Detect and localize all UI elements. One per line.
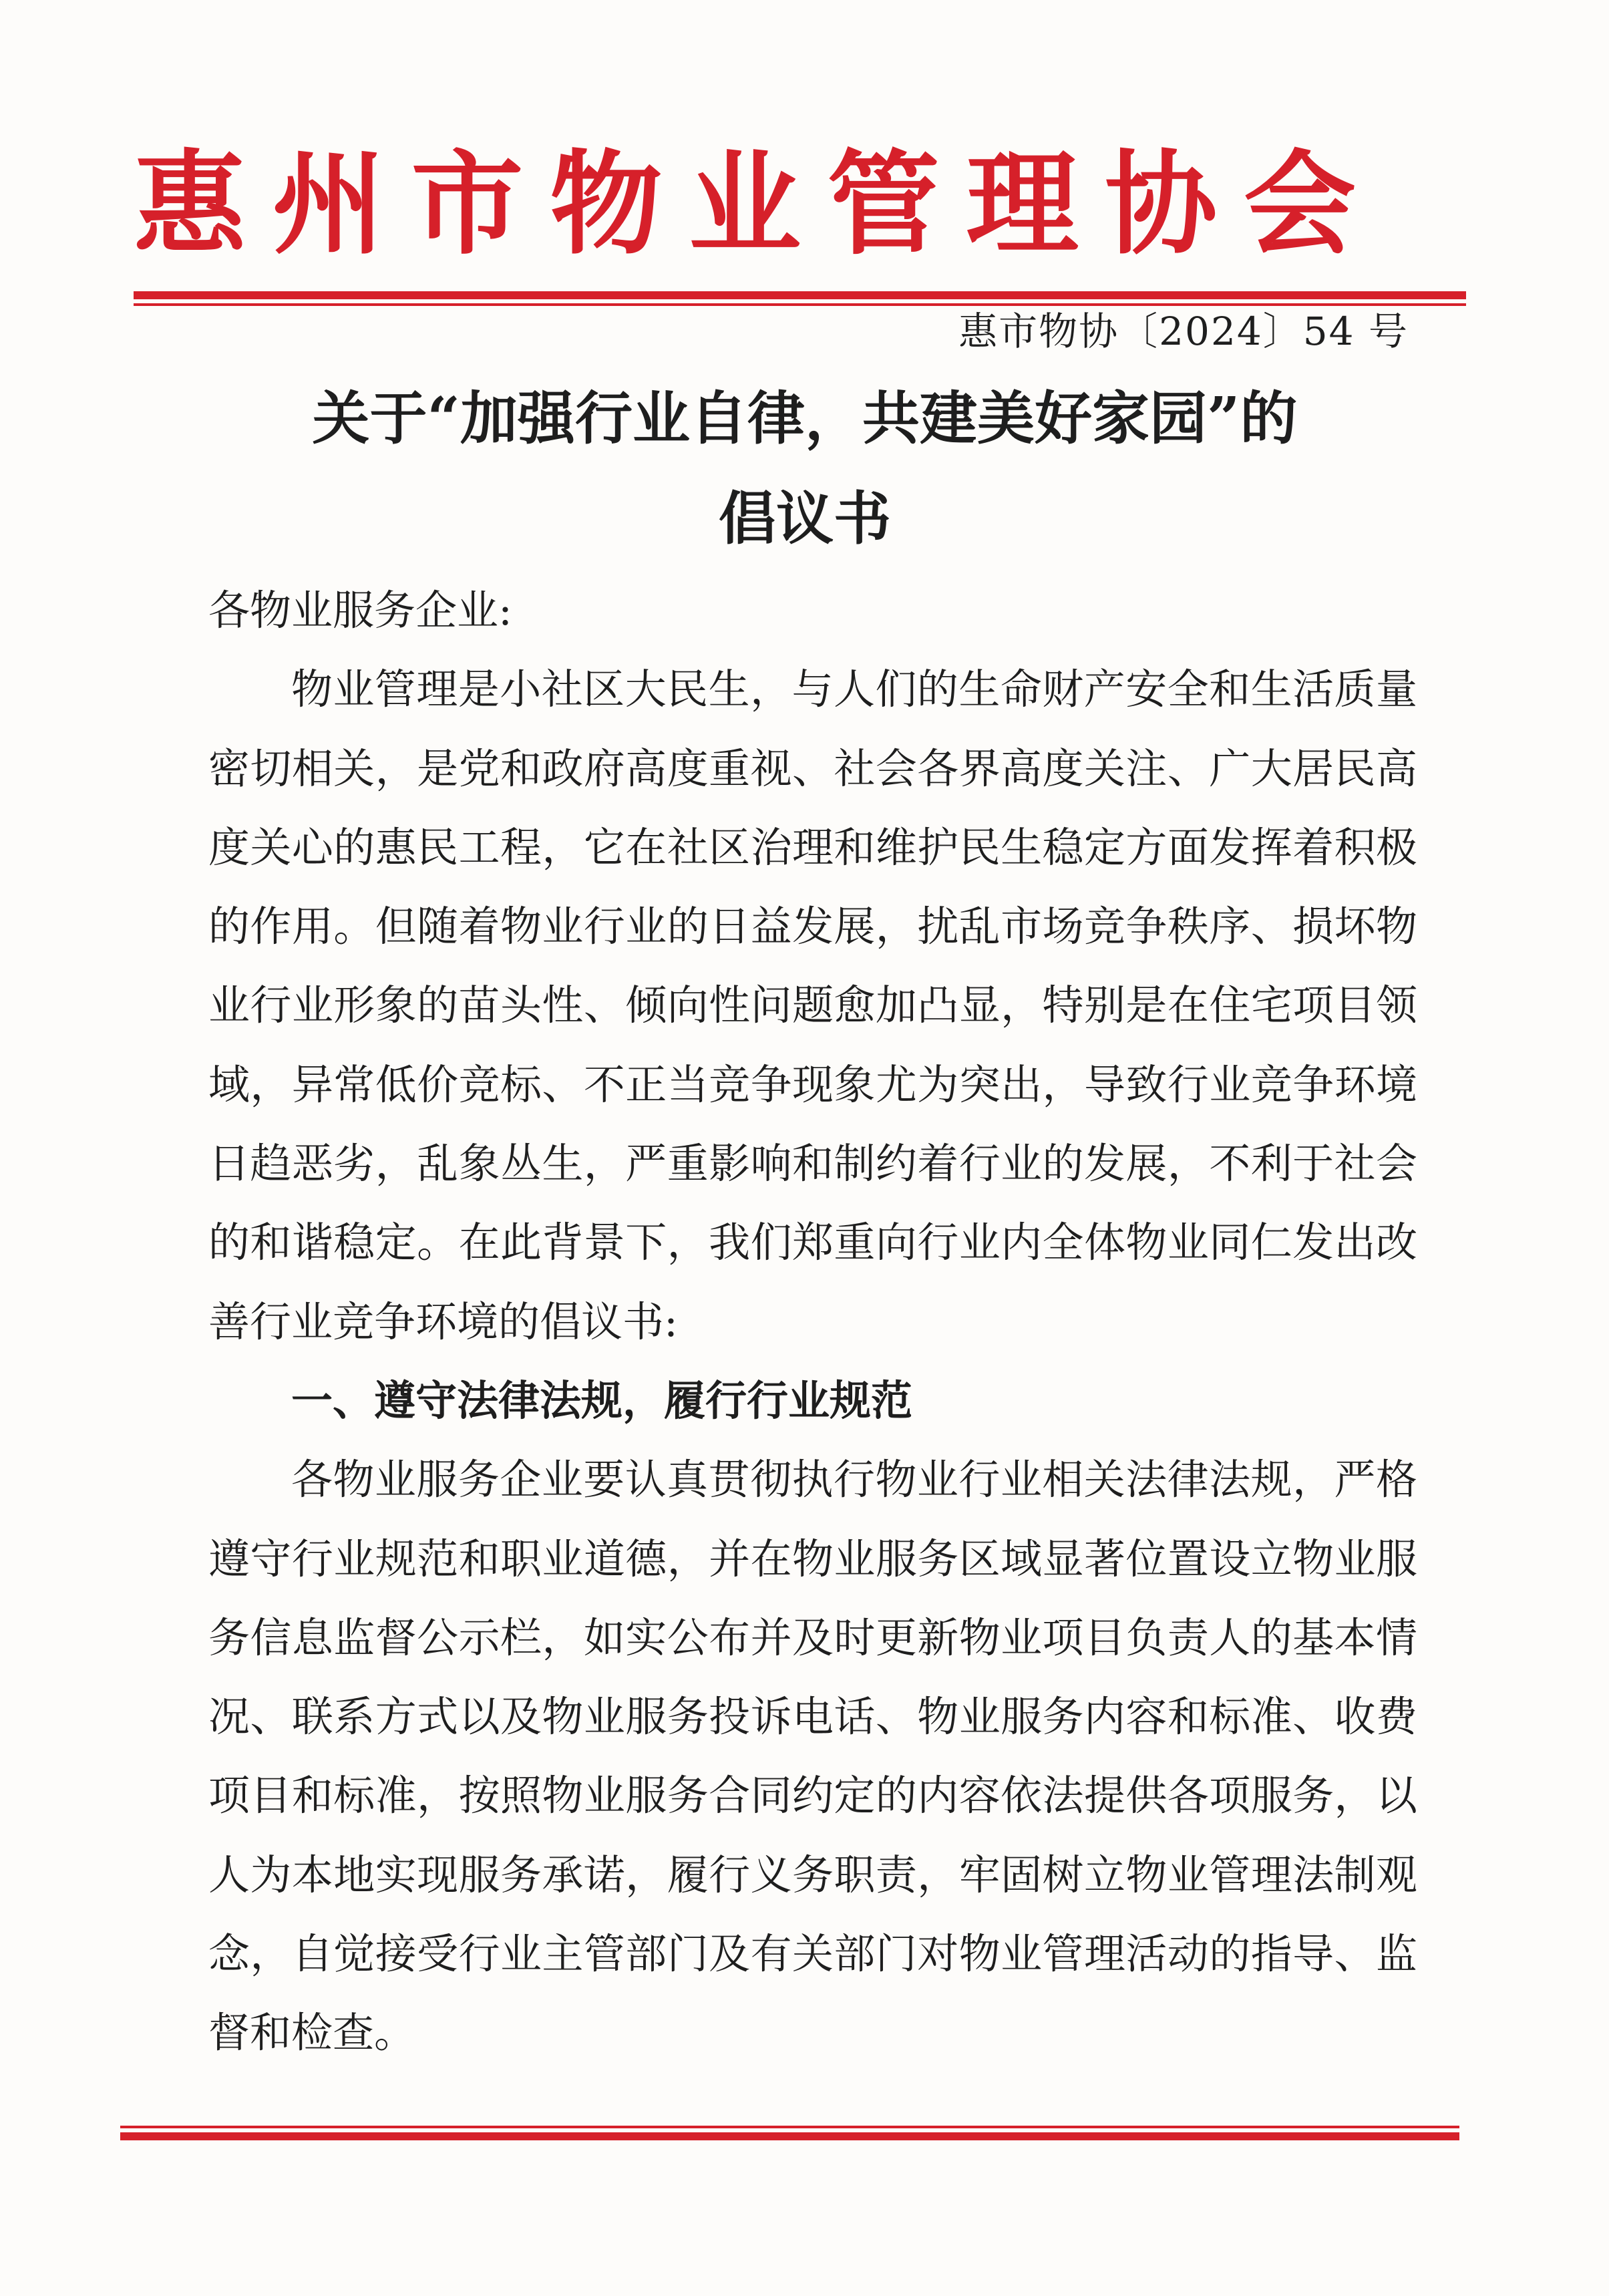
- header-rule-thin: [134, 303, 1466, 306]
- footer-rule-thick: [120, 2132, 1459, 2140]
- organization-name: [134, 127, 1356, 281]
- org-name-char: 管: [827, 138, 940, 270]
- salutation: 各物业服务企业:: [208, 586, 512, 635]
- document-title-line-1: 关于“加强行业自律，共建美好家园”的: [312, 385, 1298, 452]
- org-name-char: 业: [689, 138, 801, 270]
- footer-rule-thin: [120, 2126, 1459, 2128]
- org-name-char: 会: [1244, 138, 1356, 270]
- intro-paragraph: 物业管理是小社区大民生，与人们的生命财产安全和生活质量密切相关，是党和政府高度重视、社会各界高度关注、广大居民高度关心的惠民工程，它在社区治理和维护民生稳定方面发挥着积极的作用。但随着物业行业的日益发展，扰乱市场竞争秩序、损坏物业行业形象的苗头性、倾向性问题愈加凸显，特别是在住宅项目领域，异常低价竞标、不正当竞争现象尤为突出，导致行业竞争环境日趋恶劣，乱象丛生，严重影响和制约着行业的发展，不利于社会的和谐稳定。在此背景下，我们郑重向行业内全体物业同仁发出改善行业竞争环境的倡议书:: [208, 665, 1417, 1346]
- org-name-char: 理: [966, 138, 1079, 270]
- document-body: [208, 571, 1417, 2073]
- section-1-heading: 一、遵守法律法规，履行行业规范: [291, 1375, 913, 1425]
- header-rule-thick: [134, 291, 1466, 299]
- document-number: 惠市物协〔2024〕54 号: [958, 309, 1409, 354]
- org-name-char: 物: [550, 138, 663, 270]
- document-title-line-2: 倡议书: [719, 485, 891, 552]
- section-1-paragraph: 各物业服务企业要认真贯彻执行物业行业相关法律法规，严格遵守行业规范和职业道德，并在物业服务区域显著位置设立物业服务信息监督公示栏，如实公布并及时更新物业项目负责人的基本情况、联系方式以及物业服务投诉电话、物业服务内容和标准、收费项目和标准，按照物业服务合同约定的内容依法提供各项服务，以人为本地实现服务承诺，履行义务职责，牢固树立物业管理法制观念，自觉接受行业主管部门及有关部门对物业管理活动的指导、监督和检查。: [208, 1455, 1417, 2058]
- org-name-char: 州: [272, 138, 385, 270]
- org-name-char: 惠: [134, 138, 246, 270]
- org-name-char: 协: [1105, 138, 1218, 270]
- org-name-char: 市: [411, 138, 524, 270]
